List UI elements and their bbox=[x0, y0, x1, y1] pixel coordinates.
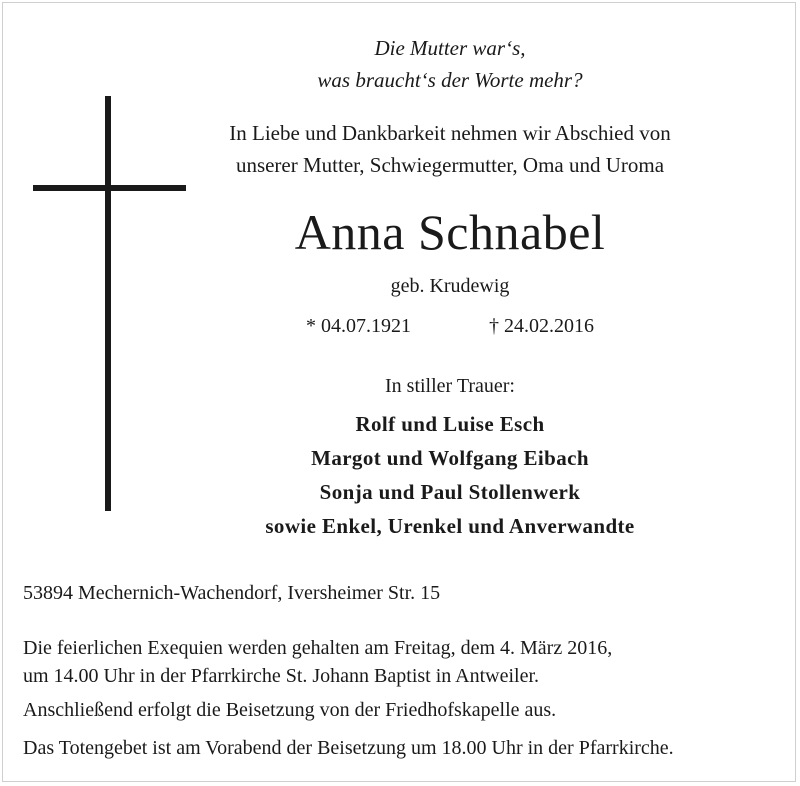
motto-line-1: Die Mutter war‘s, bbox=[374, 36, 526, 60]
service-line-4: Das Totengebet ist am Vorabend der Beisetzung um 18.00 Uhr in der Pfarrkirche. bbox=[23, 737, 674, 759]
deceased-name: Anna Schnabel bbox=[294, 204, 606, 260]
intro-line-2: unserer Mutter, Schwiegermutter, Oma und Uroma bbox=[235, 153, 665, 177]
motto-line-2: was braucht‘s der Worte mehr? bbox=[317, 68, 583, 92]
service-line-2: um 14.00 Uhr in der Pfarrkirche St. Johann Baptist in Antweiler. bbox=[23, 665, 540, 687]
family-member: Margot und Wolfgang Eibach bbox=[311, 446, 589, 470]
address: 53894 Mechernich-Wachendorf, Iversheimer Str. 15 bbox=[23, 582, 441, 604]
birth-date: * 04.07.1921 bbox=[306, 315, 411, 337]
family-member: Sonja und Paul Stollenwerk bbox=[319, 480, 581, 504]
service-line-1: Die feierlichen Exequien werden gehalten am Freitag, dem 4. März 2016, bbox=[23, 637, 613, 659]
life-dates bbox=[190, 312, 710, 340]
family-list bbox=[190, 407, 710, 543]
mourning-label: In stiller Trauer: bbox=[385, 375, 515, 397]
family-member: sowie Enkel, Urenkel und Anverwandte bbox=[265, 514, 635, 538]
cross-vertical-bar bbox=[105, 96, 111, 511]
family-member: Rolf und Luise Esch bbox=[355, 412, 545, 436]
service-line-3: Anschließend erfolgt die Beisetzung von der Friedhofskapelle aus. bbox=[23, 699, 557, 721]
intro-text bbox=[190, 117, 710, 181]
death-date: † 24.02.2016 bbox=[489, 315, 594, 337]
born-name: geb. Krudewig bbox=[390, 275, 510, 297]
service-info bbox=[23, 634, 674, 762]
cross-horizontal-bar bbox=[33, 185, 186, 191]
motto bbox=[190, 32, 710, 96]
intro-line-1: In Liebe und Dankbarkeit nehmen wir Abschied von bbox=[229, 121, 671, 145]
